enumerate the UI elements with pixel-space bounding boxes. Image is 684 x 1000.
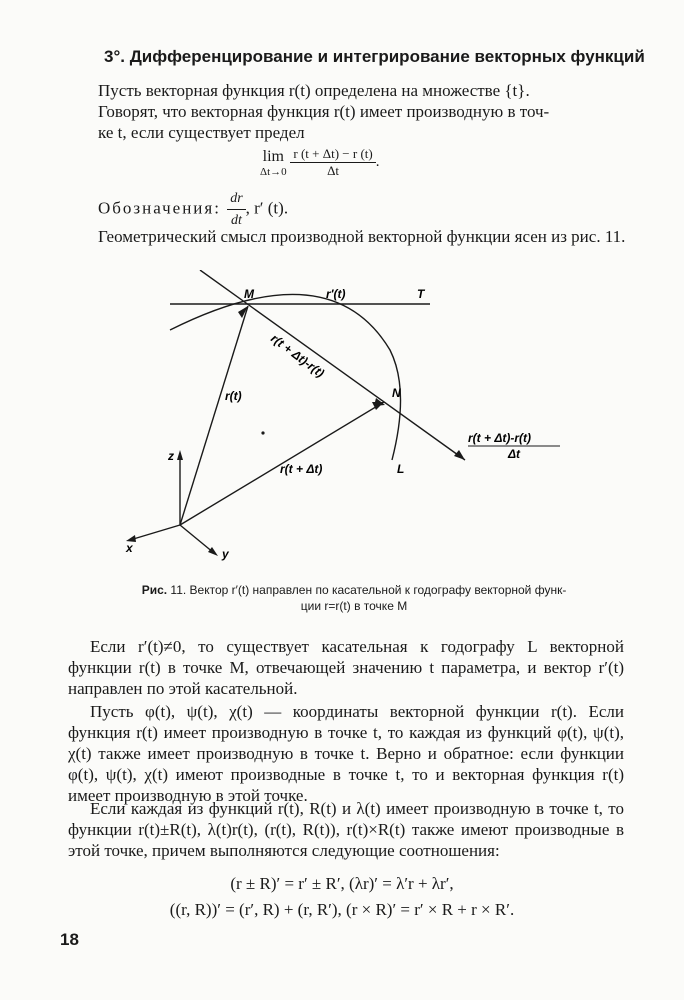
arrow-z xyxy=(177,450,183,460)
formula-1: (r ± R)′ = r′ ± R′, (λr)′ = λ′r + λr′, xyxy=(230,874,454,893)
caption-line1: 11. Вектор r′(t) направлен по касательной к годографу векторной функ- xyxy=(170,583,567,597)
para1: Пусть векторная функция r(t) определена на множестве {t}. xyxy=(98,81,530,100)
label-diff: r(t + Δt)-r(t) xyxy=(268,331,327,381)
label-M: M xyxy=(244,287,254,301)
label-L: L xyxy=(397,462,405,476)
section-heading: 3°. Дифференцирование и интегрирование векторных функций xyxy=(104,47,645,66)
hodograph-curve xyxy=(170,294,401,460)
paragraph-definition xyxy=(98,80,630,143)
formula-2: ((r, R))′ = (r′, R) + (r, R′), (r × R)′ = r′ × R + r × R′. xyxy=(169,900,515,919)
label-rtdt: r(t + Δt) xyxy=(280,462,323,476)
figure-caption xyxy=(80,582,628,614)
lim: lim xyxy=(262,147,284,165)
para2-line1: Говорят, что векторная функция r(t) имеет производную в точ- xyxy=(98,102,550,121)
limit-formula xyxy=(260,146,379,179)
vector-rt xyxy=(180,306,248,525)
lim-end: . xyxy=(375,153,380,170)
label-quot-den: Δt xyxy=(508,447,521,461)
axis-x xyxy=(130,525,180,540)
arrow-quotient xyxy=(454,450,465,460)
notation-tail: , r′ (t). xyxy=(245,198,289,218)
label-N: N xyxy=(392,386,401,400)
axis-y xyxy=(180,525,214,553)
caption-line2: ции r=r(t) в точке M xyxy=(300,599,408,613)
lim-numerator: r (t + Δt) − r (t) xyxy=(290,146,375,163)
para6: Если каждая из функций r(t), R(t) и λ(t) имеет производную в точке t, то функции r(t)±R(t), λ(t)r(t), (r(t), R(t)), r(t)×R(t) также имеют производные в этой точке, причем выполняются следующие соотношения: xyxy=(68,799,624,860)
figure-11 xyxy=(110,270,580,570)
notation xyxy=(98,188,288,231)
arrow-y xyxy=(208,547,218,556)
origin-dot xyxy=(261,431,264,434)
para4: Если r′(t)≠0, то существует касательная к годографу L векторной функции r(t) в точке M, отвечающей значению t параметра, и вектор r′(t) направлен по этой касательной. xyxy=(68,637,624,698)
notation-den: dt xyxy=(230,213,242,228)
label-tangent: r′(t) xyxy=(326,287,346,301)
label-x: x xyxy=(126,541,133,555)
caption-prefix: Рис. xyxy=(141,583,168,597)
label-z: z xyxy=(168,449,174,463)
label-T: T xyxy=(417,287,425,301)
para3: Геометрический смысл производной векторной функции ясен из рис. 11. xyxy=(98,227,626,246)
page-number: 18 xyxy=(60,930,79,949)
para2-line2: ке t, если существует предел xyxy=(98,123,305,142)
para5: Пусть φ(t), ψ(t), χ(t) — координаты векторной функции r(t). Если функция r(t) имеет производную в точке t, то каждая из функций φ(t), ψ(t), χ(t) также имеет производную в точке t. Верно и обратное: если функции φ(t), ψ(t), χ(t) имеют производные в точке t, то и векторная функция r(t) имеет производную в этой точке. xyxy=(68,702,624,805)
label-rt: r(t) xyxy=(225,389,242,403)
notation-num: dr xyxy=(227,188,245,210)
lim-sub: Δt→0 xyxy=(260,165,287,178)
label-quot-num: r(t + Δt)-r(t) xyxy=(468,431,532,445)
label-y: y xyxy=(222,547,229,561)
notation-label: Обозначения: xyxy=(98,198,221,218)
lim-denominator: Δt xyxy=(327,163,340,178)
